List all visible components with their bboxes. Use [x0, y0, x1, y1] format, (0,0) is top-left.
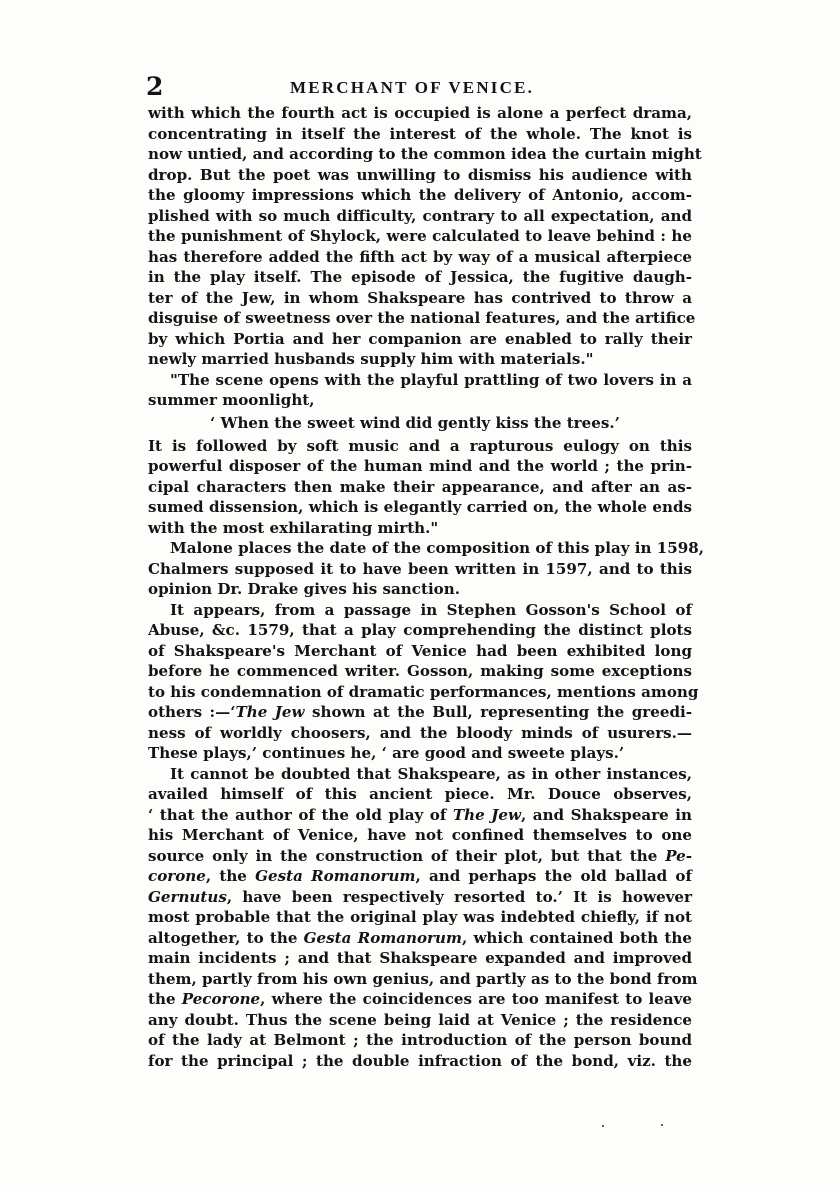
- text-line: plished with so much difficulty, contrary to all expectation, and: [148, 206, 692, 225]
- text-line: of the lady at Belmont ; the introduction of the person bound: [148, 1031, 692, 1049]
- text-line: most probable that the original play was indebted chiefly, if not: [148, 908, 692, 926]
- text-line: ter of the Jew, in whom Shakspeare has contrived to throw a: [148, 288, 692, 307]
- text-line: "The scene opens with the playful prattling of two lovers in a: [170, 370, 692, 389]
- text-line: ness of worldly choosers, and the bloody minds of usurers.—: [148, 723, 692, 742]
- text-line: newly married husbands supply him with materials.": [148, 350, 594, 368]
- text-line: cipal characters then make their appearance, and after an as-: [148, 477, 692, 496]
- ink-speck: [602, 1125, 604, 1127]
- text-line: Chalmers supposed it to have been written in 1597, and to this: [148, 559, 692, 578]
- text-line: others :—‘The Jew shown at the Bull, representing the greedi-: [148, 703, 692, 721]
- text-line: powerful disposer of the human mind and the world ; the prin-: [148, 457, 692, 475]
- page-number: 2: [146, 72, 164, 101]
- page-header: [146, 72, 694, 102]
- text-line: with which the fourth act is occupied is alone a perfect drama,: [148, 104, 692, 122]
- text-line: the punishment of Shylock, were calculated to leave behind : he: [148, 227, 692, 245]
- running-title: MERCHANT OF VENICE.: [290, 78, 535, 97]
- text-line: the Pecorone, where the coincidences are too manifest to leave: [148, 990, 692, 1008]
- text-line: his Merchant of Venice, have not confined themselves to one: [148, 826, 692, 844]
- text-line: Gernutus, have been respectively resorted to.’ It is however: [148, 887, 692, 906]
- text-line: of Shakspeare's Merchant of Venice had been exhibited long: [148, 641, 692, 660]
- text-line: It cannot be doubted that Shakspeare, as in other instances,: [170, 764, 692, 783]
- text-line: now untied, and according to the common idea the curtain might: [148, 145, 702, 163]
- text-line: them, partly from his own genius, and partly as to the bond from: [148, 969, 698, 988]
- text-line: sumed dissension, which is elegantly carried on, the whole ends: [148, 498, 692, 516]
- text-line: availed himself of this ancient piece. Mr. Douce observes,: [148, 785, 692, 803]
- text-line: Abuse, &c. 1579, that a play comprehending the distinct plots: [148, 621, 692, 639]
- text-line: with the most exhilarating mirth.": [148, 518, 439, 537]
- text-line: any doubt. Thus the scene being laid at Venice ; the residence: [148, 1010, 692, 1029]
- text-line: drop. But the poet was unwilling to dismiss his audience with: [148, 165, 692, 184]
- text-line: the gloomy impressions which the delivery of Antonio, accom-: [148, 186, 692, 204]
- text-line: by which Portia and her companion are enabled to rally their: [148, 329, 692, 348]
- ink-speck: [661, 1124, 663, 1126]
- text-line: for the principal ; the double infraction of the bond, viz. the: [148, 1051, 692, 1070]
- text-line: ‘ that the author of the old play of The Jew, and Shakspeare in: [148, 805, 692, 824]
- ink-specks: [600, 1121, 680, 1131]
- text-line: in the play itself. The episode of Jessica, the fugitive daugh-: [148, 268, 692, 286]
- text-line: has therefore added the fifth act by way of a musical afterpiece: [148, 247, 692, 266]
- text-line: main incidents ; and that Shakspeare expanded and improved: [148, 949, 692, 967]
- text-line: concentrating in itself the interest of the whole. The knot is: [148, 124, 692, 143]
- text-line: summer moonlight,: [148, 391, 315, 409]
- text-line: source only in the construction of their plot, but that the Pe-: [148, 846, 692, 865]
- text-line: Malone places the date of the composition of this play in 1598,: [170, 539, 704, 557]
- text-line: to his condemnation of dramatic performances, mentions among: [148, 682, 699, 701]
- body-text: [148, 103, 704, 1071]
- text-line: It appears, from a passage in Stephen Gosson's School of: [170, 600, 692, 619]
- text-line: corone, the Gesta Romanorum, and perhaps the old ballad of: [148, 867, 692, 885]
- text-line: opinion Dr. Drake gives his sanction.: [148, 580, 460, 598]
- quotation-line: ‘ When the sweet wind did gently kiss the trees.’: [210, 413, 620, 432]
- text-line: These plays,’ continues he, ‘ are good and sweete plays.’: [148, 744, 625, 762]
- text-line: disguise of sweetness over the national features, and the artifice: [148, 309, 696, 327]
- text-line: altogether, to the Gesta Romanorum, which contained both the: [148, 928, 692, 947]
- text-line: It is followed by soft music and a rapturous eulogy on this: [148, 436, 692, 455]
- text-line: before he commenced writer. Gosson, making some exceptions: [148, 662, 692, 680]
